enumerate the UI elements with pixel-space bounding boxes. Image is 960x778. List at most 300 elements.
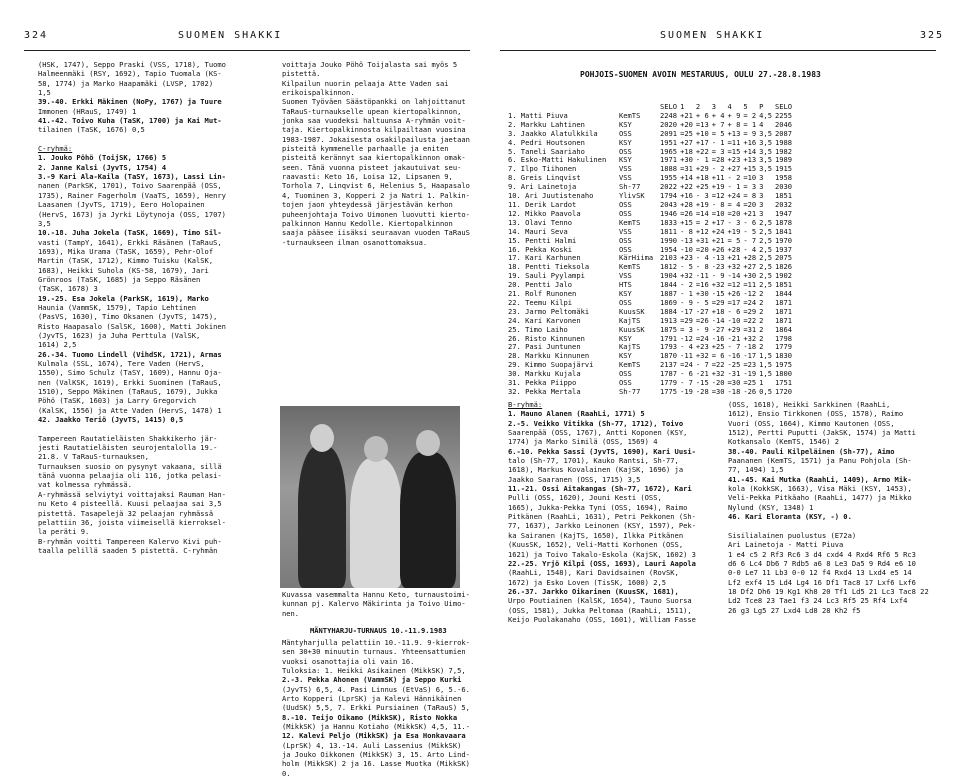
text-line: B-ryhmä:	[508, 400, 543, 409]
text-line: 4, Tuominen 3, Kopperi 2 ja Natri 1. Palkin-	[282, 190, 470, 200]
table-cell: -19	[743, 369, 757, 379]
text-line: tojen jaon yhteydessä järjestävän kerhon	[282, 200, 453, 210]
table-cell: 2087	[774, 128, 793, 138]
text-line: pistettä.	[282, 69, 321, 79]
table-cell: 1844	[660, 280, 678, 290]
text-line: 1735), Rainer Fagerholm (VaaTS, 1659), Henry	[38, 190, 226, 200]
table-cell: 2091	[660, 128, 678, 138]
table-cell: - 6	[727, 306, 741, 316]
table-cell: +26	[727, 289, 741, 299]
table-header-cell: 1	[680, 102, 685, 111]
text-line: holm (MikkSK) 2 ja 16. Lasse Muotka (MikkSK)	[282, 759, 470, 769]
table-cell: +17	[711, 217, 725, 227]
text-line: Laasanen (JyvTS, 1719), Eero Holopainen	[38, 200, 205, 210]
text-line: Sisilialainen puolustus (E72a)	[728, 530, 857, 540]
table-cell: 2046	[774, 119, 793, 129]
caption-line: Kuvassa vasemmalta Hannu Keto, turnaustoimi-	[282, 590, 470, 599]
table-cell: -18	[743, 342, 757, 352]
table-cell: +18	[711, 306, 725, 316]
table-cell: 1870	[660, 351, 678, 361]
text-line: 39.-40. Erkki Mäkinen (NoPy, 1767) ja Tuure	[38, 97, 222, 107]
text-line: A-ryhmässä selviytyi voittajaksi Rauman Han-	[38, 489, 226, 499]
table-cell: + 7	[711, 119, 725, 129]
results-table	[508, 103, 795, 397]
table-cell: +32	[743, 333, 757, 343]
table-cell: -14	[711, 315, 725, 325]
table-cell: 4. Pedri Houtsonen	[508, 137, 585, 147]
text-line: 1683), Heikki Suhola (KS-58, 1679), Jari	[38, 265, 209, 275]
text-line: erikoispalkinnon.	[282, 88, 355, 98]
table-cell: - 5	[680, 262, 693, 272]
table-cell: -26	[743, 387, 757, 396]
table-cell: 2	[759, 333, 764, 343]
text-line: tilainen (TaSK, 1676) 0,5	[38, 125, 145, 135]
table-cell: = 3	[711, 146, 725, 156]
table-cell: +30	[680, 155, 693, 165]
table-cell: - 1	[711, 137, 725, 147]
table-cell: 1844	[774, 289, 793, 299]
text-line: Pöhö (TaSK, 1603) ja Larry Gregorvich	[38, 396, 197, 406]
table-cell: 1913	[660, 315, 678, 325]
table-cell: - 3	[727, 217, 741, 227]
table-cell: 1947	[774, 208, 793, 218]
table-cell: - 9	[711, 271, 725, 281]
table-cell: - 7	[695, 360, 709, 370]
text-line: (JyvTS) 6,5, 4. Pasi Linnus (EtVaS) 6, 5.-6.	[282, 684, 470, 694]
b-group-results	[508, 400, 718, 670]
table-cell: 1751	[774, 378, 793, 388]
text-line: palkinnon Hannu Kedolle. Kiertopalkinnon	[282, 218, 453, 228]
table-cell: 32. Pekka Mertala	[508, 387, 581, 396]
table-cell: 1787	[660, 369, 678, 379]
table-cell: -12	[743, 289, 757, 299]
text-line: 8.-10. Teijo Oikamo (MikkSK), Risto Nokka	[282, 712, 458, 722]
table-cell: KSY	[619, 137, 632, 147]
text-line: 1693), Mika Urama (TaSK, 1659), Pehr-Olof	[38, 246, 214, 256]
table-cell: 3,5	[759, 137, 772, 147]
table-cell: OSS	[619, 297, 632, 307]
text-line: 1. Jouko Pöhö (ToijSK, 1766) 5	[38, 153, 167, 163]
table-cell: =22	[711, 360, 725, 370]
text-line: 26.-37. Jarkko Oikarinen (KuusSK, 1681),	[508, 586, 679, 596]
table-cell: -27	[711, 324, 725, 334]
table-cell: - 1	[727, 182, 741, 192]
table-cell: 1878	[774, 217, 793, 227]
table-cell: KuusSK	[619, 306, 645, 316]
table-cell: 2030	[774, 182, 793, 192]
text-line: 12. Kalevi Peljo (MikkSK) ja Esa Honkavaara	[282, 731, 466, 741]
text-line: Nylund (KSY, 1348) 1	[728, 502, 814, 512]
table-cell: KSY	[619, 155, 632, 165]
text-line: (RaahLi, 1548), Kari Davidsainen (RovSK,	[508, 568, 679, 578]
table-cell: 6. Esko-Matti Hakulinen	[508, 155, 607, 165]
text-line: Haunia (VammSK, 1579), Tapio Lehtinen	[38, 302, 197, 312]
table-cell: + 4	[711, 110, 725, 120]
table-cell: +27	[680, 137, 693, 147]
table-cell: 1902	[774, 271, 793, 281]
table-cell: 3,5	[759, 155, 772, 165]
text-line: vuoksi osanottajia oli vain 16.	[282, 656, 415, 666]
table-cell: - 1	[680, 289, 693, 299]
table-cell: 2,5	[759, 280, 772, 290]
table-cell: =13	[695, 119, 709, 129]
table-cell: 22. Teemu Kilpi	[508, 297, 573, 307]
text-line: sen 30+30 minuutin turnaus. Yhteensattumien	[282, 647, 466, 657]
table-header-cell: SELO	[660, 102, 678, 111]
table-cell: 2103	[660, 253, 678, 263]
table-cell: 1869	[660, 297, 678, 307]
table-cell: 1794	[660, 191, 678, 201]
table-cell: +24	[711, 226, 725, 236]
table-cell: =26	[695, 315, 709, 325]
table-cell: 2,5	[759, 217, 772, 227]
text-line: Ari Lainetoja - Matti Piuva	[728, 540, 844, 550]
text-line: -turnaukseen ilman osanottomaksua.	[282, 237, 428, 247]
table-cell: 8. Greis Linqvist	[508, 173, 581, 183]
table-cell: 25. Timo Laiho	[508, 324, 568, 334]
table-cell: =31	[743, 324, 757, 334]
table-cell: =22	[743, 315, 757, 325]
table-cell: =20	[743, 199, 757, 209]
text-line: d6 6 Lc4 Db6 7 Rdb5 a6 8 Le3 Da5 9 Rd4 e6 10	[728, 558, 916, 568]
table-cell: 23. Jarmo Peltomäki	[508, 306, 590, 316]
table-cell: 31. Pekka Piippo	[508, 378, 577, 388]
right-header-rule	[500, 50, 936, 51]
table-cell: 3	[759, 173, 764, 183]
table-cell: 1851	[774, 191, 793, 201]
text-line: 3.-9 Kari Ala-Kaila (TaSY, 1673), Lassi Lin-	[38, 172, 226, 182]
table-cell: 1800	[774, 369, 793, 379]
table-cell: =24	[743, 297, 757, 307]
table-cell: 24. Kari Karvonen	[508, 315, 581, 325]
text-line: 21.8. V TaRauS-turnauksen,	[38, 452, 150, 462]
table-cell: 2	[759, 306, 764, 316]
text-line: vasti (TampY, 1641), Erkki Räsänen (TaRauS,	[38, 237, 222, 247]
text-line: B-ryhmän voitti Tampereen Kalervo Kivi puh-	[38, 536, 222, 546]
text-line: Halmeenmäki (RSY, 1692), Tapio Tuomala (KS-	[38, 69, 222, 79]
table-header-cell: P	[759, 102, 764, 111]
table-cell: 1,5	[759, 360, 772, 370]
table-cell: +30	[695, 289, 709, 299]
table-cell: 16. Pekka Koski	[508, 244, 573, 254]
table-header-cell: 3	[711, 102, 716, 111]
text-line: 0-0 Le7 11 Lb3 0-0 12 f4 Rxd4 13 Lxd4 e5 14	[728, 568, 912, 578]
table-cell: 4,5	[759, 110, 772, 120]
table-cell: +22	[695, 146, 709, 156]
table-cell: 1988	[774, 137, 793, 147]
text-line: (KalSK, 1556) ja Atte Vaden (HervS, 1478) 1	[38, 405, 222, 415]
table-cell: VSS	[619, 271, 632, 281]
text-line: 11.-21. Ossi Aitakangas (Sh-77, 1672), Kari	[508, 484, 692, 494]
article-text-bottom	[282, 638, 472, 778]
text-line: 2.-3. Pekka Ahonen (VammSK) ja Seppo Kurki	[282, 675, 462, 685]
text-line: jonka saa vuodeksi haltuunsa A-ryhmän voit-	[282, 116, 466, 126]
table-cell: =12	[711, 191, 725, 201]
table-cell: =25	[680, 128, 693, 138]
game-notation	[728, 400, 938, 670]
table-cell: 2248	[660, 110, 678, 120]
table-cell: KSY	[619, 289, 632, 299]
table-cell: 3	[759, 199, 764, 209]
text-line: seen. Tänä vuonna pisteet jakautuivat seu-	[282, 162, 462, 172]
table-cell: 2,5	[759, 253, 772, 263]
table-cell: - 2	[727, 173, 741, 183]
text-line: pisteitä kymmenelle parhaalle ja eniten	[282, 144, 449, 154]
table-cell: -16	[727, 351, 741, 361]
table-cell: OSS	[619, 244, 632, 254]
table-cell: - 8	[711, 199, 725, 209]
text-line: 1665), Jukka-Pekka Tyni (OSS, 1694), Raimo	[508, 502, 688, 512]
table-cell: -25	[727, 360, 741, 370]
table-cell: 1871	[774, 297, 793, 307]
left-header-rule	[24, 50, 470, 51]
table-cell: 1965	[660, 146, 678, 156]
table-cell: = 5	[711, 128, 725, 138]
table-cell: 12. Mikko Paavola	[508, 208, 581, 218]
table-cell: +25	[695, 182, 709, 192]
table-cell: Sh-77	[619, 387, 641, 396]
table-cell: =20	[727, 208, 741, 218]
table-cell: 1954	[660, 244, 678, 254]
table-cell: OSS	[619, 128, 632, 138]
text-line: 26 g3 Lg5 27 Lxd4 Ld8 28 Kh2 f5	[728, 605, 861, 615]
table-cell: 1990	[660, 235, 678, 245]
table-cell: 15. Pentti Halmi	[508, 235, 577, 245]
text-line: (MikkSK) ja Hannu Kotiaho (MikkSK) 4,5, 11.-	[282, 722, 470, 732]
table-cell: OSS	[619, 235, 632, 245]
table-cell: -21	[727, 333, 741, 343]
text-line: 1614) 2,5	[38, 340, 77, 350]
table-cell: =29	[680, 315, 693, 325]
text-line: ja Jouko Oikkonen (MikkSK) 3, 15. Arto Lind-	[282, 750, 470, 760]
table-cell: = 6	[711, 351, 725, 361]
text-line: voittaja Jouko Pöhö Toijalasta sai myös 5	[282, 60, 458, 69]
table-cell: +28	[727, 244, 741, 254]
text-line	[38, 135, 276, 144]
table-cell: +31	[695, 235, 709, 245]
text-line: (KuusSK, 1652), Veli-Matti Korhonen (OSS,	[508, 540, 684, 550]
article-text-top	[282, 60, 472, 250]
table-cell: +12	[695, 226, 709, 236]
table-cell: =15	[727, 146, 741, 156]
text-line: 77, 1494) 1,5	[728, 465, 784, 475]
table-cell: 2	[759, 324, 764, 334]
table-cell: 1833	[660, 217, 678, 227]
table-cell: =12	[727, 280, 741, 290]
text-line: Risto Haapasalo (SalSK, 1600), Matti Jokinen	[38, 321, 226, 331]
table-cell: =10	[711, 208, 725, 218]
table-cell: 1864	[774, 324, 793, 334]
text-line: 1612), Ensio Tirkkonen (OSS, 1578), Raimo	[728, 409, 904, 419]
table-cell: +14	[680, 173, 693, 183]
text-line: tänä vuonna pelaajia oli 116, jotka pelasi-	[38, 471, 222, 481]
table-cell: +32	[680, 271, 693, 281]
table-cell: =31	[680, 164, 693, 174]
text-line: 1621) ja Toivo Takalo-Eskola (KajSK, 1602) 3	[508, 549, 696, 559]
table-cell: YlivSK	[619, 191, 645, 201]
table-cell: +15	[680, 217, 693, 227]
text-line: Jaakko Saaranen (OSS, 1715) 3,5	[508, 474, 641, 484]
table-cell: +14	[743, 146, 757, 156]
text-line: 2. Janne Kalsi (JyvTS, 1754) 4	[38, 162, 167, 172]
table-cell: +27	[743, 262, 757, 272]
table-cell: +16	[743, 137, 757, 147]
table-cell: 1720	[774, 387, 793, 396]
table-cell: KemTS	[619, 360, 641, 370]
table-cell: +25	[711, 342, 725, 352]
table-cell: 2137	[660, 360, 678, 370]
table-cell: 1937	[774, 244, 793, 254]
table-cell: VSS	[619, 164, 632, 174]
table-cell: =14	[695, 208, 709, 218]
table-cell: +23	[680, 253, 693, 263]
table-cell: 1888	[660, 164, 678, 174]
table-cell: -31	[727, 369, 741, 379]
text-line: pistettä. Tasapelejä 32 pelaajan ryhmässä	[38, 508, 214, 518]
table-cell: 21. Rolf Runonen	[508, 289, 577, 299]
table-cell: 3	[759, 182, 764, 192]
table-cell: - 9	[680, 297, 693, 307]
text-line: 1983-1987. Jokaisesta osakilpailusta jaetaan	[282, 134, 470, 144]
table-cell: 1887	[660, 289, 678, 299]
text-line: 22.-25. Yrjö Kilpi (OSS, 1693), Lauri Aapola	[508, 558, 696, 568]
table-cell: 2	[759, 289, 764, 299]
table-cell: KärHiima	[619, 253, 654, 263]
table-cell: 2032	[774, 199, 793, 209]
text-line: raavasti: Keto 16, Loisa 12, Lipsanen 9,	[282, 172, 453, 182]
text-line: Immonen (HRauS, 1749) 1	[38, 106, 137, 116]
text-line: Tampereen Rautatieläisten Shakkikerho jär-	[38, 433, 218, 443]
text-line: Martin (TaSK, 1712), Kimmo Tuisku (KalSK,	[38, 256, 214, 266]
table-cell: =11	[727, 137, 741, 147]
table-cell: 2255	[774, 110, 793, 120]
text-line: 46. Kari Eloranta (KSY, -) 0.	[728, 512, 852, 522]
table-cell: 26. Risto Kinnunen	[508, 333, 585, 343]
table-cell: 1951	[660, 137, 678, 147]
table-cell: +26	[711, 244, 725, 254]
text-line: Kulmala (SSL, 1674), Tere Vaden (HervS,	[38, 359, 205, 368]
text-line: (UudSK) 5,5, 7. Erkki Pursiainen (TaRauS) 5,	[282, 703, 470, 713]
table-cell: +21	[680, 110, 693, 120]
table-cell: +29	[695, 164, 709, 174]
table-cell: = 9	[743, 128, 757, 138]
text-line: 1672) ja Esko Loven (TisSK, 1600) 2,5	[508, 577, 667, 587]
table-cell: - 2	[680, 280, 693, 290]
table-cell: 1779	[660, 378, 678, 388]
table-cell: +23	[695, 342, 709, 352]
table-cell: =30	[727, 378, 741, 388]
text-line: 58, 1774) ja Marko Haapamäki (LVSP, 1702)	[38, 78, 214, 88]
text-line: C-ryhmä:	[38, 144, 73, 154]
table-cell: +15	[743, 164, 757, 174]
table-cell: 1826	[774, 262, 793, 272]
table-cell: KSY	[619, 333, 632, 343]
table-cell: - 6	[680, 369, 693, 379]
table-cell: 14. Mauri Seva	[508, 226, 568, 236]
table-cell: +18	[680, 146, 693, 156]
table-cell: +16	[680, 191, 693, 201]
text-line: Torhola 7, Linqvist 6, Helenius 5, Haapasalo	[282, 181, 470, 191]
table-cell: +21	[711, 235, 725, 245]
table-cell: 1	[759, 378, 764, 388]
text-line: 38.-40. Pauli Kilpeläinen (Sh-77), Aimo	[728, 446, 895, 456]
text-line: TaRauS-turnaukselle upean kiertopalkinnon,	[282, 106, 462, 116]
text-line: ka Sairanen (KajTS, 1650), Ilkka Pitkänen	[508, 530, 684, 540]
table-cell: +32	[727, 262, 741, 272]
table-cell: 2022	[660, 182, 678, 192]
text-line: 1618), Markus Kovalainen (KajSK, 1696) ja	[508, 465, 684, 475]
text-line: (JyvTS, 1623) ja Juha Perttula (ValSK,	[38, 330, 201, 340]
text-line: (LprSK) 4, 13.-14. Auli Lassenius (MikkSK)	[282, 740, 462, 750]
table-cell: - 4	[743, 244, 757, 254]
table-cell: + 6	[695, 110, 709, 120]
table-cell: +19	[711, 182, 725, 192]
text-line: (TaSK, 1678) 3	[38, 284, 98, 294]
table-cell: 9. Ari Lainetoja	[508, 182, 577, 192]
table-header-cell: SELO	[774, 102, 793, 111]
table-cell: =24	[695, 333, 709, 343]
text-line	[38, 424, 276, 433]
text-line: Pitkänen (RaahLi, 1631), Petri Pekkonen (Sh-	[508, 512, 696, 522]
text-line: vat kolmessa ryhmässä.	[38, 480, 132, 490]
left-page-number: 324	[24, 30, 49, 41]
table-cell: 2	[759, 342, 764, 352]
table-cell: -11	[680, 351, 693, 361]
photo-caption	[282, 590, 472, 620]
table-row	[508, 388, 795, 397]
table-cell: 2,5	[759, 235, 772, 245]
table-cell: 4	[759, 119, 764, 129]
table-cell: 2	[759, 297, 764, 307]
table-cell: - 8	[695, 262, 709, 272]
table-cell: 1,5	[759, 369, 772, 379]
table-cell: 1982	[774, 146, 793, 156]
table-cell: OSS	[619, 369, 632, 379]
table-cell: = 2	[743, 110, 757, 120]
table-header-cell: 2	[695, 102, 701, 111]
text-line: Mäntyharjulla pelattiin 10.-11.9. 9-kierrok-	[282, 638, 470, 647]
table-cell: 3	[759, 208, 764, 218]
table-cell: 29. Kimmo Suopajärvi	[508, 360, 594, 370]
table-cell: +29	[727, 324, 741, 334]
table-cell: = 2	[695, 217, 709, 227]
table-cell: =23	[743, 360, 757, 370]
table-cell: =26	[680, 208, 693, 218]
table-cell: +32	[695, 351, 709, 361]
table-cell: 18. Pentti Tieksola	[508, 262, 590, 272]
table-cell: 1871	[774, 306, 793, 316]
table-cell: 7. Ilpo Tiihonen	[508, 164, 577, 174]
table-cell: 27. Pasi Juntunen	[508, 342, 581, 352]
text-line: (HSK, 1747), Seppo Praski (VSS, 1718), Tuomo	[38, 60, 226, 69]
table-cell: 2,5	[759, 271, 772, 281]
table-cell: 2043	[660, 199, 678, 209]
table-cell: 13. Olavi Tenno	[508, 217, 573, 227]
text-line: 10.-18. Juha Jokela (TaSK, 1669), Timo Sil-	[38, 228, 222, 238]
table-cell: KajTS	[619, 342, 641, 352]
text-line: Tuloksia: 1. Heikki Asikainen (MikkSK) 7,5,	[282, 666, 466, 676]
text-line: Grönroos (TaSK, 1685) ja Seppo Räsänen	[38, 274, 201, 284]
table-cell: 10. Ari Juutistenaho	[508, 191, 594, 201]
text-line: (PasVS, 1630), Timo Oksanen (JyvTS, 1475),	[38, 312, 218, 322]
table-cell: 2	[759, 315, 764, 325]
table-cell: 1791	[660, 333, 678, 343]
table-cell: +27	[727, 164, 741, 174]
table-cell: -17	[743, 351, 757, 361]
text-line: Paananen (KemTS, 1571) ja Panu Pohjola (Sh-	[728, 456, 912, 466]
table-cell: 1871	[774, 315, 793, 325]
text-line: 1. Mauno Alanen (RaahLi, 1771) 5	[508, 409, 645, 419]
